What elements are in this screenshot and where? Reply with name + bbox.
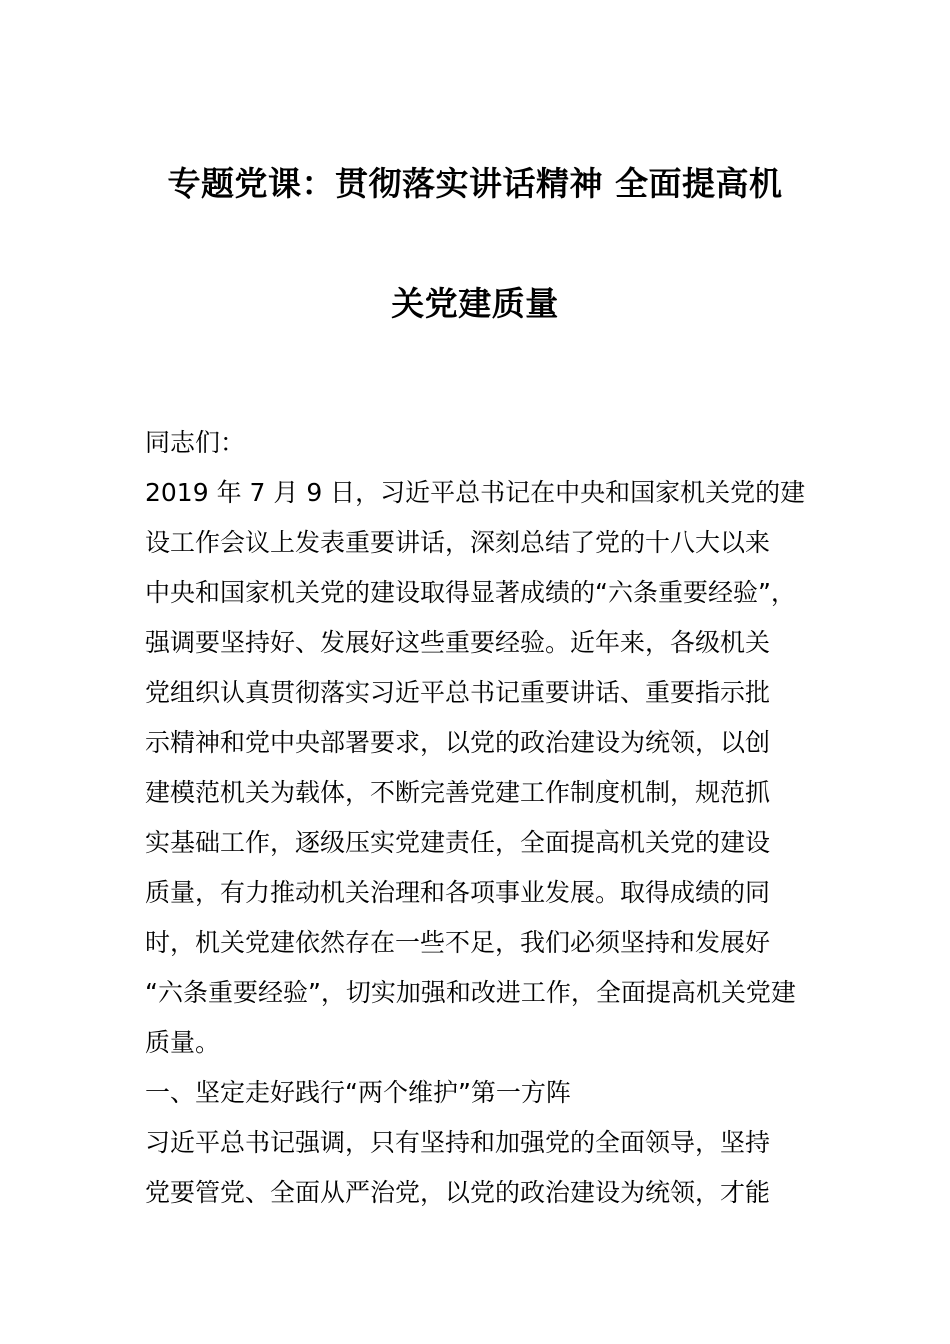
document-title-line-1: 专题党课：贯彻落实讲话精神 全面提高机 [167, 164, 783, 203]
paragraph-line: 强调要坚持好、发展好这些重要经验。近年来，各级机关 [145, 628, 771, 657]
paragraph-line: 质量。 [145, 1028, 221, 1057]
paragraph-line: 党组织认真贯彻落实习近平总书记重要讲话、重要指示批 [145, 678, 771, 707]
paragraph-line: 设工作会议上发表重要讲话，深刻总结了党的十八大以来 [145, 528, 771, 557]
paragraph-line: 建模范机关为载体，不断完善党建工作制度机制，规范抓 [145, 778, 771, 807]
paragraph-line: 时，机关党建依然存在一些不足，我们必须坚持和发展好 [145, 928, 771, 957]
paragraph-line: “六条重要经验”，切实加强和改进工作，全面提高机关党建 [145, 978, 796, 1007]
section-heading: 一、坚定走好践行“两个维护”第一方阵 [145, 1078, 571, 1107]
paragraph-line: 示精神和党中央部署要求，以党的政治建设为统领，以创 [145, 728, 771, 757]
salutation: 同志们： [145, 428, 246, 457]
document-title-line-2: 关党建质量 [391, 284, 559, 323]
document-body [145, 418, 810, 1218]
paragraph-line: 2019 年 7 月 9 日，习近平总书记在中央和国家机关党的建 [145, 478, 806, 507]
paragraph-line: 党要管党、全面从严治党，以党的政治建设为统领，才能 [145, 1178, 771, 1207]
paragraph-line: 中央和国家机关党的建设取得显著成绩的“六条重要经验”， [145, 578, 796, 607]
paragraph-line: 实基础工作，逐级压实党建责任，全面提高机关党的建设 [145, 828, 771, 857]
paragraph-line: 质量，有力推动机关治理和各项事业发展。取得成绩的同 [145, 878, 771, 907]
paragraph-line: 习近平总书记强调，只有坚持和加强党的全面领导，坚持 [145, 1128, 771, 1157]
